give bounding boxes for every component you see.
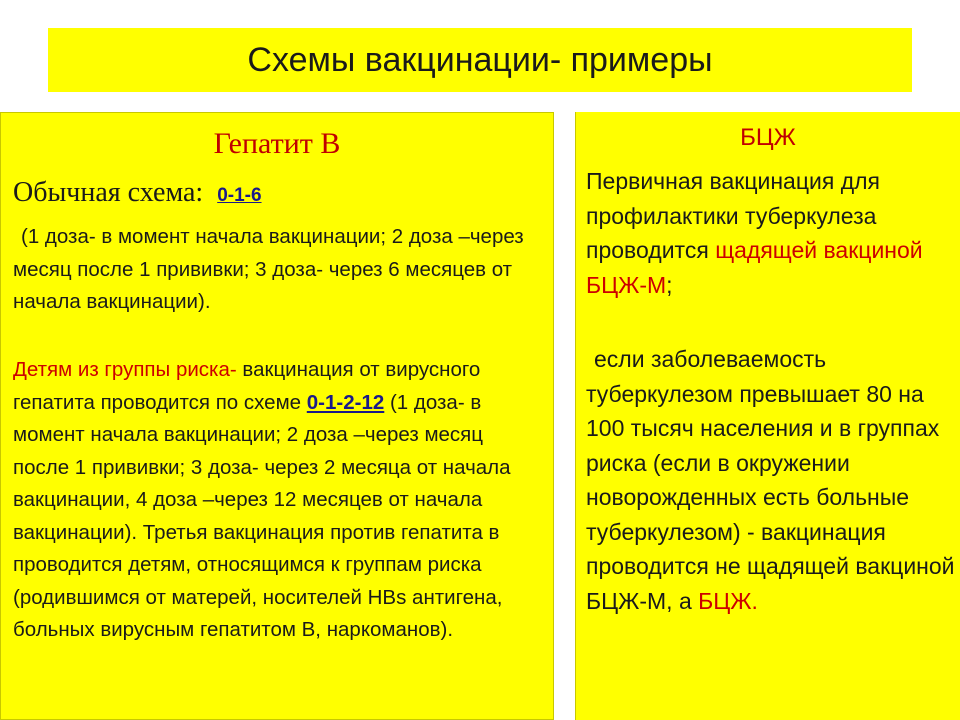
risk-group-details: (1 доза- в момент начала вакцинации; 2 доза –через месяц после 1 прививки; 3 доза- через 2 месяца от начала вакцинации, 4 доза –через 12 месяцев от начала вакцинации). Третья вакцинация против гепатита в проводится детям, относящимся к группам риска (родившимся от матерей, носителей HBs антигена, больных вирусным гепатитом В, наркоманов). [13,390,511,641]
risk-group-label: Детям из группы риска- [13,358,237,381]
hepatitis-b-heading: Гепатит В [213,127,341,160]
risk-group-text: вакцинация от вирусного гепатита проводится по схеме [13,358,481,414]
standard-scheme-code: 0-1-6 [217,185,262,206]
risk-group-paragraph [13,354,543,647]
primary-vaccination-text: Первичная вакцинация для профилактики туберкулеза проводится [586,168,880,263]
bcg-heading: БЦЖ [740,124,796,151]
primary-vaccination-paragraph [586,164,958,302]
bcg-panel [575,112,960,720]
risk-group-scheme-code: 0-1-2-12 [306,390,385,414]
high-incidence-text: если заболеваемость туберкулезом превышает 80 на 100 тысяч населения и в группах риска (если в окружении новорожденных есть больные туберкулезом) - вакцинация проводится не щадящей вакциной БЦЖ-М, а [586,346,955,614]
title-banner [48,28,912,92]
standard-scheme-line [13,177,262,209]
standard-scheme-description: (1 доза- в момент начала вакцинации; 2 доза –через месяц после 1 прививки; 3 доза- через 6 месяцев от начала вакцинации). [13,225,524,313]
hepatitis-b-panel [0,112,554,720]
high-incidence-paragraph [586,342,958,618]
standard-scheme-label: Обычная схема: [13,177,204,208]
gentle-vaccine-highlight: щадящей вакциной БЦЖ-М [586,237,923,298]
bcg-vaccine-highlight: БЦЖ. [698,587,758,614]
slide-title: Схемы вакцинации- примеры [247,40,713,79]
primary-vaccination-end: ; [666,271,673,298]
